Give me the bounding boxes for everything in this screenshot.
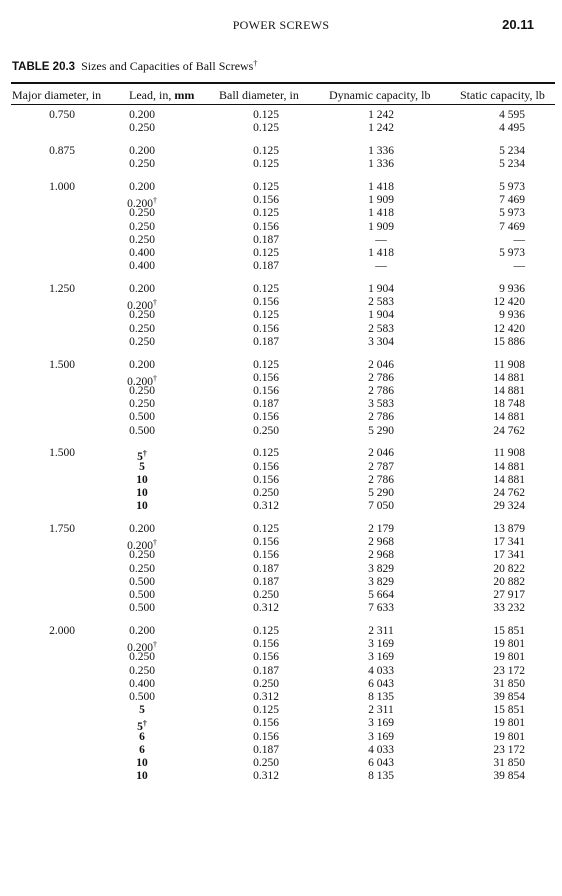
- dynamic-capacity-cell: 4 033: [368, 743, 394, 756]
- table-title: Sizes and Capacities of Ball Screws: [81, 59, 254, 73]
- dynamic-capacity-cell: 3 829: [368, 562, 394, 575]
- lead-cell: 0.200: [129, 523, 155, 535]
- static-capacity-cell: 14 881: [493, 371, 525, 384]
- dagger-mark: †: [152, 298, 157, 308]
- static-capacity-cell: 19 801: [493, 717, 525, 730]
- ball-diameter-cell: 0.156: [253, 651, 279, 664]
- ball-diameter-cell: 0.125: [253, 309, 279, 322]
- lead-cell: 0.500: [129, 411, 155, 424]
- major-diameter-cell: 1.750: [49, 523, 75, 535]
- dynamic-capacity-cell: —: [375, 233, 387, 246]
- dynamic-capacity-cell: 3 169: [368, 651, 394, 664]
- dynamic-capacity-cell: 2 311: [368, 704, 394, 717]
- major-diameter-cell: 1.000: [49, 181, 75, 193]
- dynamic-capacity-cell: 2 311: [368, 625, 394, 637]
- lead-cell: 0.250: [129, 549, 155, 562]
- lead-cell: 0.250: [129, 335, 155, 348]
- dynamic-capacity-cell: 1 336: [368, 158, 394, 171]
- static-capacity-cell: 18 748: [493, 398, 525, 411]
- column-header-ball-diameter: Ball diameter, in: [219, 88, 299, 102]
- static-capacity-cell: 14 881: [493, 385, 525, 397]
- dynamic-capacity-cell: 1 418: [368, 247, 394, 259]
- dynamic-capacity-cell: 7 633: [368, 602, 394, 615]
- lead-cell: 0.250: [129, 322, 155, 335]
- static-capacity-cell: 24 762: [493, 487, 525, 499]
- dynamic-capacity-cell: 3 169: [368, 717, 394, 730]
- static-capacity-cell: 14 881: [493, 460, 525, 473]
- ball-diameter-cell: 0.156: [253, 322, 279, 335]
- dagger-mark: †: [152, 196, 157, 206]
- lead-cell: 0.250: [129, 158, 155, 171]
- ball-diameter-cell: 0.250: [253, 757, 279, 769]
- ball-diameter-cell: 0.156: [253, 730, 279, 743]
- major-diameter-cell: 1.250: [49, 283, 75, 295]
- lead-cell: 10: [136, 757, 148, 769]
- lead-cell: 0.500: [129, 424, 155, 437]
- static-capacity-cell: 20 882: [493, 575, 525, 588]
- static-capacity-cell: 11 908: [493, 358, 525, 371]
- static-capacity-cell: 33 232: [493, 602, 525, 615]
- ball-diameter-cell: 0.156: [253, 638, 279, 651]
- lead-cell: 0.200: [129, 181, 155, 193]
- dynamic-capacity-cell: 1 909: [368, 194, 394, 207]
- ball-diameter-cell: 0.250: [253, 677, 279, 690]
- ball-diameter-cell: 0.312: [253, 602, 279, 615]
- static-capacity-cell: 24 762: [493, 424, 525, 437]
- ball-diameter-cell: 0.187: [253, 743, 279, 756]
- static-capacity-cell: 4 495: [499, 122, 525, 135]
- static-capacity-cell: 5 973: [499, 181, 525, 193]
- ball-diameter-cell: 0.125: [253, 523, 279, 535]
- column-header-lead-mm: mm: [174, 88, 195, 102]
- static-capacity-cell: 39 854: [493, 691, 525, 703]
- static-capacity-cell: 14 881: [493, 411, 525, 424]
- column-header-static-capacity: Static capacity, lb: [460, 88, 545, 102]
- dynamic-capacity-cell: 2 179: [368, 523, 394, 535]
- caption-dagger-mark: †: [253, 59, 258, 68]
- static-capacity-cell: 5 234: [499, 145, 525, 157]
- ball-diameter-cell: 0.125: [253, 181, 279, 193]
- dagger-mark: †: [142, 719, 147, 729]
- lead-cell: 0.250: [129, 385, 155, 397]
- dynamic-capacity-cell: 2 786: [368, 473, 394, 486]
- dynamic-capacity-cell: 4 033: [368, 664, 394, 677]
- ball-diameter-cell: 0.125: [253, 158, 279, 171]
- static-capacity-cell: 9 936: [499, 309, 525, 322]
- lead-cell: 0.250: [129, 122, 155, 135]
- ball-diameter-cell: 0.312: [253, 770, 279, 783]
- dagger-mark: †: [152, 640, 157, 650]
- static-capacity-cell: 12 420: [493, 296, 525, 309]
- lead-cell: 0.250: [129, 207, 155, 220]
- page-number: 20.11: [502, 17, 534, 32]
- ball-diameter-cell: 0.187: [253, 260, 279, 273]
- static-capacity-cell: —: [513, 260, 525, 273]
- ball-diameter-cell: 0.187: [253, 335, 279, 348]
- column-header-lead-in: Lead, in,: [129, 88, 172, 102]
- lead-cell: 10: [136, 487, 148, 499]
- ball-diameter-cell: 0.156: [253, 296, 279, 309]
- ball-diameter-cell: 0.125: [253, 447, 279, 460]
- static-capacity-cell: 31 850: [493, 677, 525, 690]
- lead-cell: 0.400: [129, 247, 155, 259]
- lead-cell: 5†: [137, 449, 147, 464]
- ball-diameter-cell: 0.250: [253, 589, 279, 601]
- table-label: TABLE 20.3: [12, 61, 76, 73]
- dynamic-capacity-cell: 5 290: [368, 424, 394, 437]
- static-capacity-cell: 5 973: [499, 247, 525, 259]
- static-capacity-cell: 11 908: [493, 447, 525, 460]
- lead-cell: 0.200†: [127, 640, 157, 655]
- static-capacity-cell: 29 324: [493, 500, 525, 513]
- lead-cell: 0.200†: [127, 196, 157, 211]
- dynamic-capacity-cell: 2 786: [368, 385, 394, 397]
- ball-diameter-cell: 0.125: [253, 207, 279, 220]
- ball-diameter-cell: 0.125: [253, 109, 279, 121]
- dynamic-capacity-cell: —: [375, 260, 387, 273]
- dynamic-capacity-cell: 1 909: [368, 220, 394, 233]
- lead-cell: 0.500: [129, 589, 155, 601]
- static-capacity-cell: 17 341: [493, 549, 525, 562]
- major-diameter-cell: 1.500: [49, 447, 75, 460]
- lead-cell: 0.250: [129, 398, 155, 411]
- static-capacity-cell: 15 886: [493, 335, 525, 348]
- ball-diameter-cell: 0.250: [253, 424, 279, 437]
- lead-cell: 0.250: [129, 220, 155, 233]
- ball-diameter-cell: 0.125: [253, 704, 279, 717]
- dagger-mark: †: [142, 449, 147, 459]
- ball-diameter-cell: 0.156: [253, 473, 279, 486]
- dynamic-capacity-cell: 2 786: [368, 411, 394, 424]
- major-diameter-cell: 0.875: [49, 145, 75, 157]
- lead-cell: 0.200: [129, 145, 155, 157]
- lead-cell: 0.200†: [127, 373, 157, 388]
- lead-cell: 0.500: [129, 602, 155, 615]
- dynamic-capacity-cell: 1 904: [368, 309, 394, 322]
- lead-cell: 0.200: [129, 625, 155, 637]
- column-header-major-diameter: Major diameter, in: [12, 88, 102, 102]
- lead-cell: 0.400: [129, 260, 155, 273]
- ball-diameter-cell: 0.125: [253, 122, 279, 135]
- dynamic-capacity-cell: 3 829: [368, 575, 394, 588]
- ball-diameter-cell: 0.250: [253, 487, 279, 499]
- static-capacity-cell: 23 172: [493, 743, 525, 756]
- lead-cell: 0.250: [129, 562, 155, 575]
- static-capacity-cell: 19 801: [493, 651, 525, 664]
- dynamic-capacity-cell: 1 418: [368, 181, 394, 193]
- running-title: POWER SCREWS: [232, 18, 330, 32]
- static-capacity-cell: 13 879: [493, 523, 525, 535]
- static-capacity-cell: 23 172: [493, 664, 525, 677]
- ball-diameter-cell: 0.312: [253, 500, 279, 513]
- lead-cell: 0.500: [129, 691, 155, 703]
- static-capacity-cell: 27 917: [493, 589, 525, 601]
- lead-cell: 0.200: [129, 358, 155, 371]
- static-capacity-cell: 20 822: [493, 562, 525, 575]
- lead-cell: 6: [139, 730, 145, 743]
- static-capacity-cell: 5 234: [499, 158, 525, 171]
- dynamic-capacity-cell: 5 664: [368, 589, 394, 601]
- lead-cell: 5: [139, 704, 145, 717]
- dynamic-capacity-cell: 2 046: [368, 358, 394, 371]
- ball-diameter-cell: 0.187: [253, 233, 279, 246]
- static-capacity-cell: 19 801: [493, 638, 525, 651]
- dynamic-capacity-cell: 1 904: [368, 283, 394, 295]
- ball-diameter-cell: 0.125: [253, 358, 279, 371]
- dynamic-capacity-cell: 1 418: [368, 207, 394, 220]
- lead-cell: 0.500: [129, 575, 155, 588]
- ball-diameter-cell: 0.187: [253, 575, 279, 588]
- static-capacity-cell: 4 595: [499, 109, 525, 121]
- dynamic-capacity-cell: 8 135: [368, 691, 394, 703]
- ball-diameter-cell: 0.156: [253, 385, 279, 397]
- dynamic-capacity-cell: 2 583: [368, 296, 394, 309]
- lead-cell: 10: [136, 473, 148, 486]
- static-capacity-cell: 31 850: [493, 757, 525, 769]
- ball-diameter-cell: 0.125: [253, 247, 279, 259]
- ball-diameter-cell: 0.156: [253, 717, 279, 730]
- column-header-dynamic-capacity: Dynamic capacity, lb: [329, 88, 431, 102]
- dagger-mark: †: [152, 538, 157, 548]
- ball-diameter-cell: 0.156: [253, 220, 279, 233]
- major-diameter-cell: 1.500: [49, 358, 75, 371]
- lead-cell: 10: [136, 500, 148, 513]
- ball-diameter-cell: 0.156: [253, 460, 279, 473]
- ball-diameter-cell: 0.187: [253, 664, 279, 677]
- dynamic-capacity-cell: 7 050: [368, 500, 394, 513]
- lead-cell: 0.200: [129, 109, 155, 121]
- dynamic-capacity-cell: 2 786: [368, 371, 394, 384]
- lead-cell: 5: [139, 460, 145, 473]
- dagger-mark: †: [152, 373, 157, 383]
- ball-diameter-cell: 0.156: [253, 549, 279, 562]
- lead-cell: 0.200†: [127, 538, 157, 553]
- dynamic-capacity-cell: 2 968: [368, 536, 394, 549]
- ball-diameter-cell: 0.187: [253, 398, 279, 411]
- ball-diameter-cell: 0.156: [253, 371, 279, 384]
- dynamic-capacity-cell: 1 242: [368, 109, 394, 121]
- ball-diameter-cell: 0.125: [253, 283, 279, 295]
- dynamic-capacity-cell: 2 968: [368, 549, 394, 562]
- lead-cell: 0.250: [129, 233, 155, 246]
- static-capacity-cell: 5 973: [499, 207, 525, 220]
- lead-cell: 0.250: [129, 664, 155, 677]
- ball-diameter-cell: 0.156: [253, 536, 279, 549]
- dynamic-capacity-cell: 3 583: [368, 398, 394, 411]
- major-diameter-cell: 2.000: [49, 625, 75, 637]
- lead-cell: 0.200: [129, 283, 155, 295]
- static-capacity-cell: 19 801: [493, 730, 525, 743]
- lead-cell: 6: [139, 743, 145, 756]
- static-capacity-cell: —: [513, 233, 525, 246]
- lead-cell: 5†: [137, 719, 147, 734]
- lead-cell: 10: [136, 770, 148, 783]
- major-diameter-cell: 0.750: [49, 109, 75, 121]
- static-capacity-cell: 39 854: [493, 770, 525, 783]
- dynamic-capacity-cell: 1 336: [368, 145, 394, 157]
- static-capacity-cell: 7 469: [499, 220, 525, 233]
- ball-diameter-cell: 0.156: [253, 411, 279, 424]
- static-capacity-cell: 7 469: [499, 194, 525, 207]
- dynamic-capacity-cell: 6 043: [368, 677, 394, 690]
- dynamic-capacity-cell: 2 787: [368, 460, 394, 473]
- dynamic-capacity-cell: 3 169: [368, 730, 394, 743]
- dynamic-capacity-cell: 2 583: [368, 322, 394, 335]
- dynamic-capacity-cell: 5 290: [368, 487, 394, 499]
- ball-diameter-cell: 0.312: [253, 691, 279, 703]
- dynamic-capacity-cell: 6 043: [368, 757, 394, 769]
- ball-diameter-cell: 0.125: [253, 145, 279, 157]
- lead-cell: 0.200†: [127, 298, 157, 313]
- dynamic-capacity-cell: 8 135: [368, 770, 394, 783]
- static-capacity-cell: 17 341: [493, 536, 525, 549]
- static-capacity-cell: 9 936: [499, 283, 525, 295]
- dynamic-capacity-cell: 3 169: [368, 638, 394, 651]
- ball-diameter-cell: 0.156: [253, 194, 279, 207]
- static-capacity-cell: 15 851: [493, 704, 525, 717]
- lead-cell: 0.400: [129, 677, 155, 690]
- lead-cell: 0.250: [129, 309, 155, 322]
- static-capacity-cell: 12 420: [493, 322, 525, 335]
- static-capacity-cell: 14 881: [493, 473, 525, 486]
- dynamic-capacity-cell: 2 046: [368, 447, 394, 460]
- static-capacity-cell: 15 851: [493, 625, 525, 637]
- ball-diameter-cell: 0.187: [253, 562, 279, 575]
- lead-cell: 0.250: [129, 651, 155, 664]
- dynamic-capacity-cell: 1 242: [368, 122, 394, 135]
- dynamic-capacity-cell: 3 304: [368, 335, 394, 348]
- ball-diameter-cell: 0.125: [253, 625, 279, 637]
